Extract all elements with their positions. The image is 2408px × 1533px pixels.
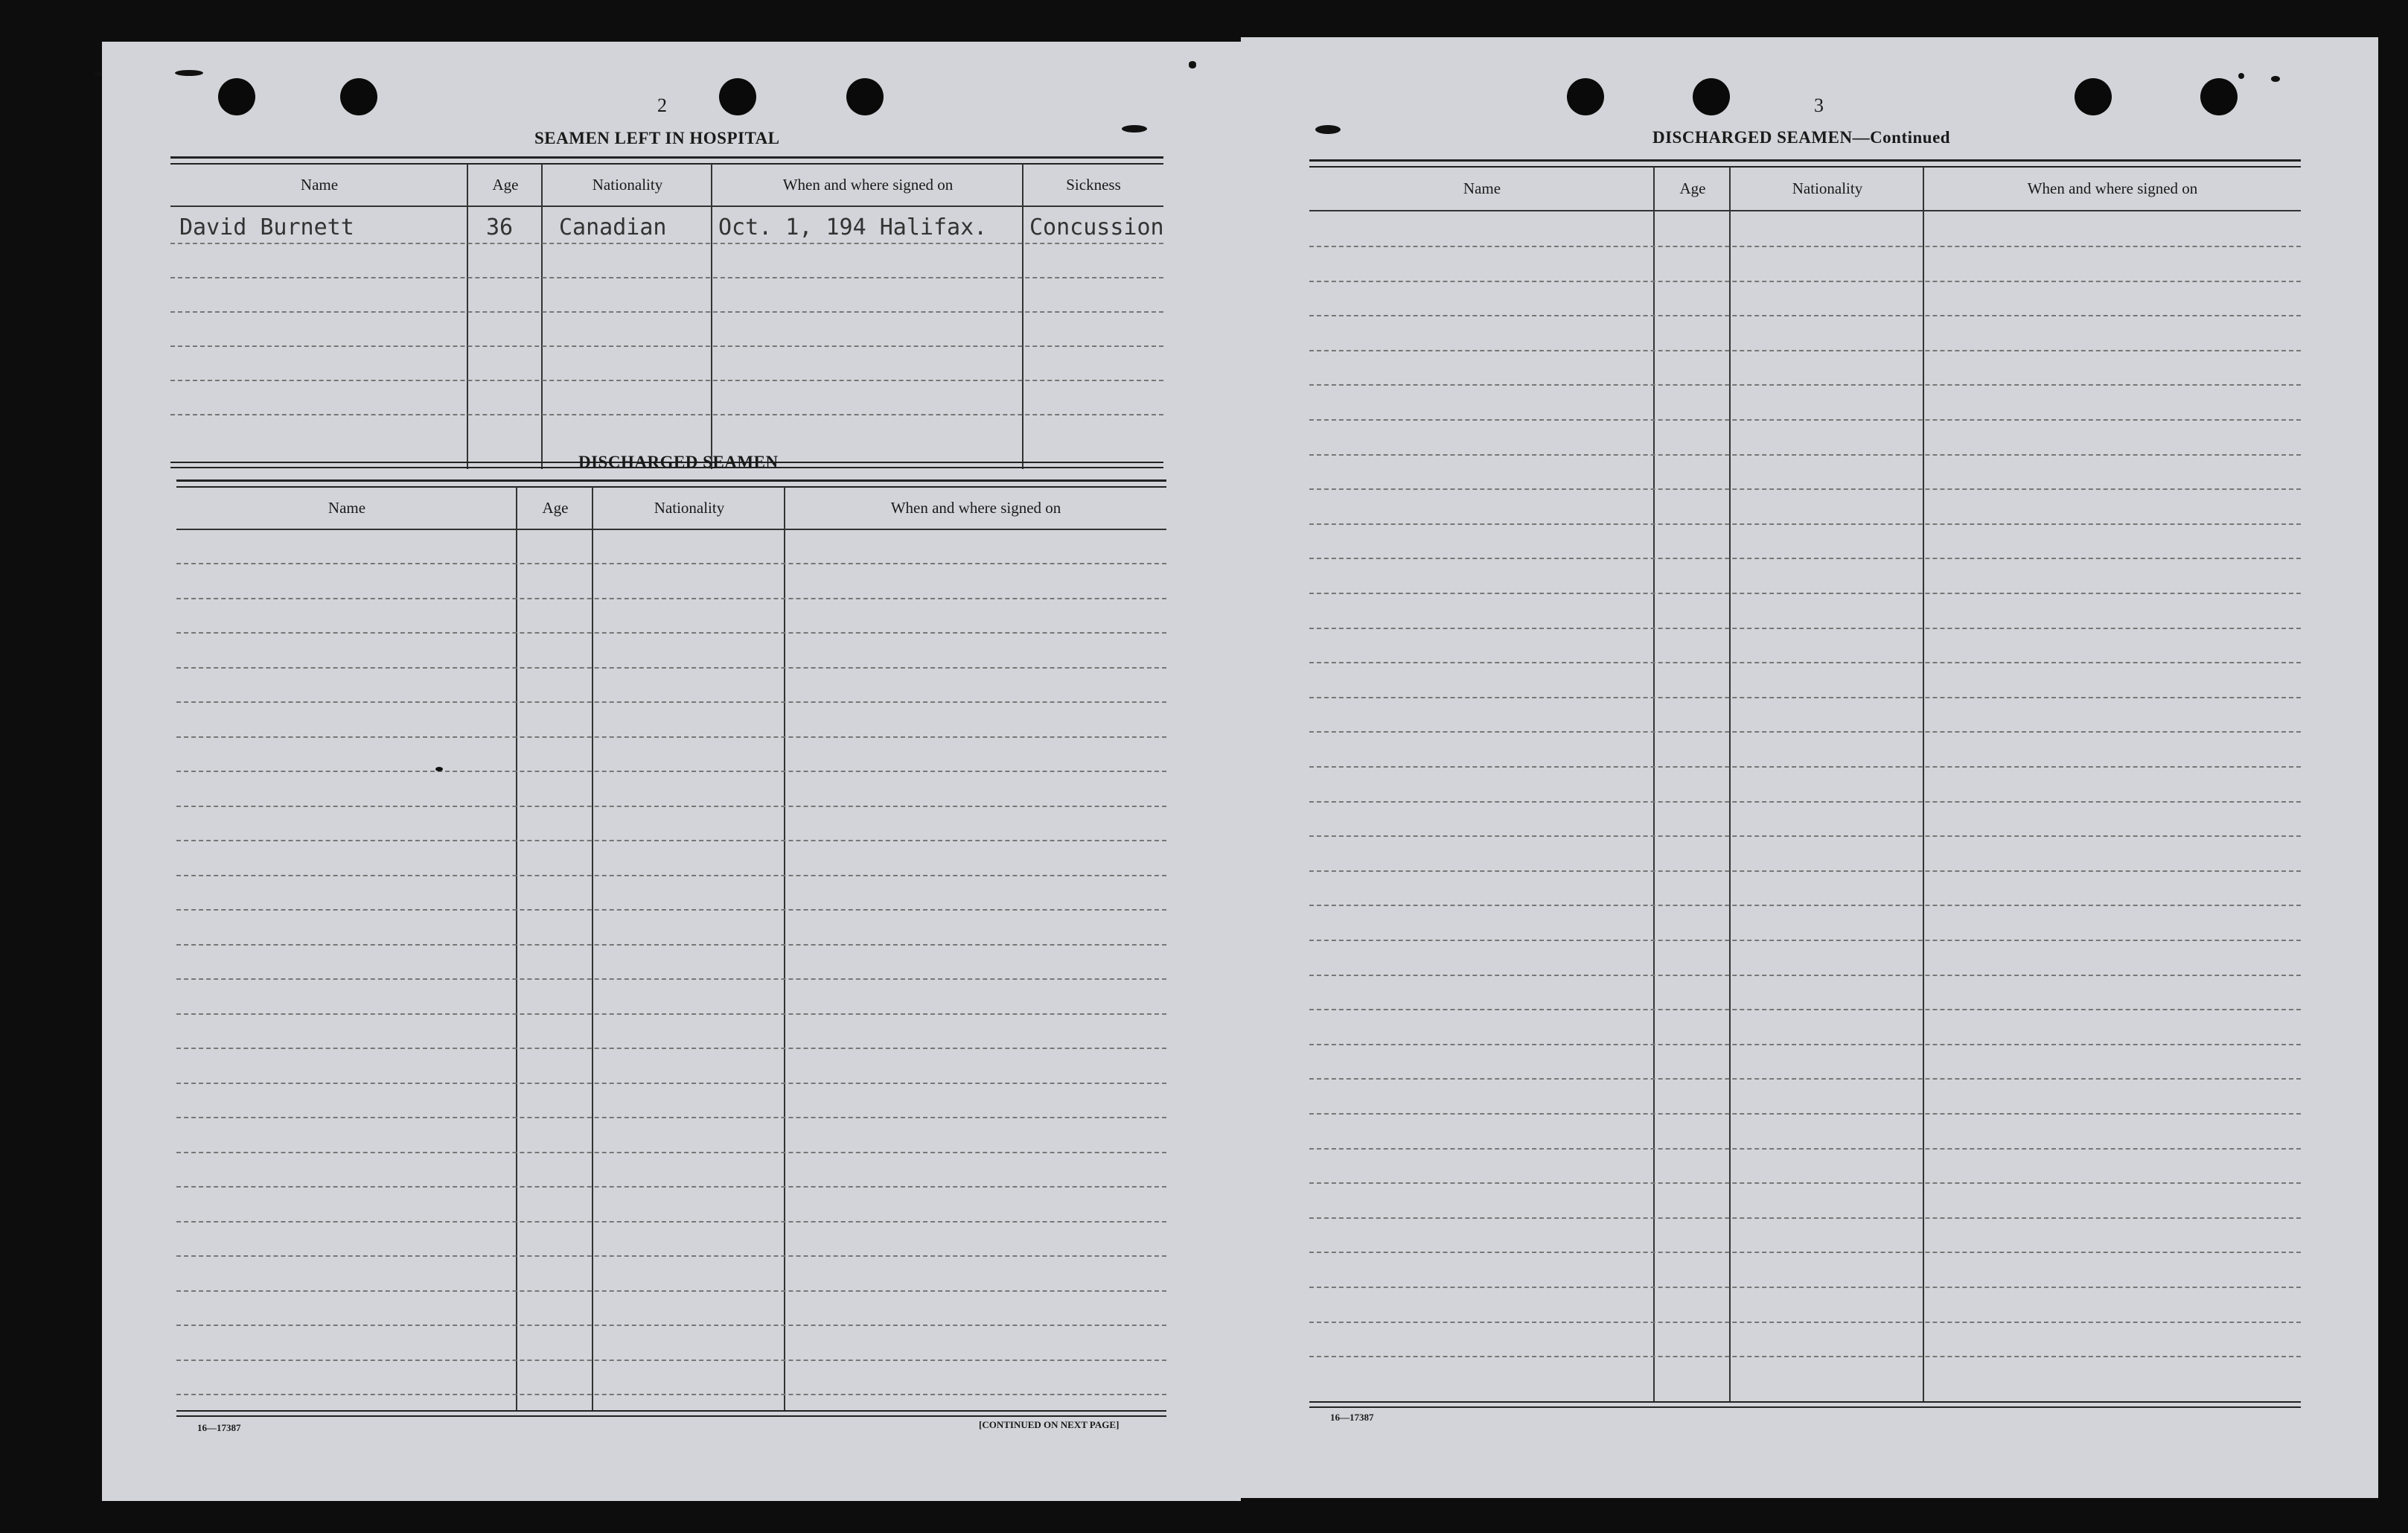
discharged-continued-table	[1309, 159, 2301, 1409]
col-header-nationality: Nationality	[1792, 179, 1863, 197]
ruled-line	[176, 632, 1166, 634]
ruled-line	[1309, 350, 2301, 351]
ruled-line	[1309, 766, 2301, 768]
ruled-line	[176, 1152, 1166, 1153]
ruled-line	[1309, 801, 2301, 803]
speck	[1189, 63, 1196, 68]
speck	[2271, 76, 2280, 82]
speck	[95, 71, 102, 76]
punch-hole	[340, 78, 377, 115]
ruled-line	[1309, 870, 2301, 872]
seaman-name: David Burnett	[179, 214, 354, 240]
ruled-line	[1309, 1356, 2301, 1357]
ruled-line	[176, 598, 1166, 599]
ruled-line	[1309, 384, 2301, 386]
ruled-line	[1309, 558, 2301, 559]
punch-hole	[2200, 78, 2238, 115]
hospital-section-title: SEAMEN LEFT IN HOSPITAL	[534, 129, 780, 147]
ruled-line	[1309, 281, 2301, 282]
speck	[2238, 73, 2244, 79]
punch-hole	[2075, 78, 2112, 115]
ruled-line	[176, 1186, 1166, 1188]
ruled-line	[176, 806, 1166, 807]
ruled-line	[1309, 593, 2301, 594]
ruled-line	[176, 1325, 1166, 1326]
ruled-line	[1309, 1182, 2301, 1184]
col-header-name: Name	[1463, 179, 1501, 197]
form-number: 16—17387	[197, 1422, 241, 1433]
punch-hole	[218, 78, 255, 115]
col-header-age: Age	[542, 498, 569, 517]
ruled-line	[176, 840, 1166, 841]
ruled-line	[1309, 731, 2301, 733]
col-header-signed-on: When and where signed on	[890, 498, 1061, 517]
discharged-header-row	[176, 487, 1166, 530]
page-number: 3	[1814, 95, 1824, 116]
col-header-name: Name	[328, 498, 366, 517]
ruled-line	[1309, 315, 2301, 316]
col-header-nationality: Nationality	[654, 498, 725, 517]
ruled-line	[176, 1255, 1166, 1257]
ruled-line	[1309, 697, 2301, 698]
ruled-line	[176, 1013, 1166, 1015]
ruled-line	[176, 667, 1166, 669]
ruled-line	[1309, 628, 2301, 629]
seaman-nationality: Canadian	[559, 214, 667, 240]
seaman-sickness: Concussion	[1029, 214, 1164, 240]
speck	[435, 767, 443, 771]
ruled-line	[1309, 488, 2301, 490]
col-header-nationality: Nationality	[592, 175, 663, 194]
discharged-continued-title: DISCHARGED SEAMEN—Continued	[1652, 128, 1951, 147]
ruled-line	[1309, 419, 2301, 421]
ruled-line	[176, 944, 1166, 946]
discharged-section-title: DISCHARGED SEAMEN	[578, 453, 779, 471]
ruled-line	[1309, 975, 2301, 976]
ruled-line	[176, 1360, 1166, 1361]
ruled-line	[1309, 523, 2301, 525]
discharged-table	[176, 479, 1166, 1418]
ruled-line	[176, 563, 1166, 564]
ruled-line	[1309, 905, 2301, 906]
continued-note: [CONTINUED ON NEXT PAGE]	[979, 1419, 1120, 1430]
discharged-continued-header-row	[1309, 167, 2301, 211]
ruled-line	[1309, 1217, 2301, 1219]
ruled-line	[1309, 1322, 2301, 1323]
ruled-line	[1309, 1252, 2301, 1253]
col-header-sickness: Sickness	[1066, 175, 1121, 194]
col-header-age: Age	[492, 175, 519, 194]
ruled-line	[1309, 1009, 2301, 1010]
punch-hole	[719, 78, 756, 115]
col-header-age: Age	[1679, 179, 1706, 197]
ruled-line	[1309, 662, 2301, 663]
col-header-name: Name	[300, 175, 339, 194]
form-number: 16—17387	[1330, 1412, 1374, 1423]
ruled-line	[1309, 835, 2301, 837]
right-page	[1241, 37, 2378, 1498]
col-header-signed-on: When and where signed on	[2027, 179, 2198, 197]
punch-hole	[1693, 78, 1730, 115]
ruled-line	[176, 909, 1166, 911]
ruled-line	[176, 1048, 1166, 1049]
ruled-line	[1309, 940, 2301, 941]
col-header-signed-on: When and where signed on	[782, 175, 954, 194]
ruled-line	[176, 1221, 1166, 1223]
ruled-line	[176, 1290, 1166, 1292]
speck	[175, 70, 203, 76]
ruled-line	[176, 875, 1166, 876]
ruled-line	[176, 736, 1166, 738]
hospital-header-row	[170, 164, 1163, 207]
ruled-line	[1309, 1044, 2301, 1045]
ruled-line	[1309, 1287, 2301, 1288]
ruled-line	[176, 1394, 1166, 1395]
page-number: 2	[657, 95, 667, 116]
punch-hole	[846, 78, 884, 115]
seaman-age: 36	[486, 214, 514, 240]
left-page	[102, 42, 1241, 1501]
punch-hole	[1567, 78, 1604, 115]
seaman-signed-on: Oct. 1, 194 Halifax.	[718, 214, 988, 240]
ruled-line	[176, 1083, 1166, 1084]
ruled-line	[1309, 1148, 2301, 1150]
speck	[1122, 125, 1147, 133]
speck	[1315, 125, 1341, 134]
ruled-line	[1309, 454, 2301, 456]
ruled-line	[1309, 1113, 2301, 1115]
ruled-line	[176, 978, 1166, 980]
ruled-line	[176, 701, 1166, 703]
ruled-line	[176, 1117, 1166, 1118]
ruled-line	[176, 771, 1166, 772]
ruled-line	[1309, 246, 2301, 247]
hospital-table	[170, 156, 1163, 469]
ruled-line	[1309, 1078, 2301, 1080]
